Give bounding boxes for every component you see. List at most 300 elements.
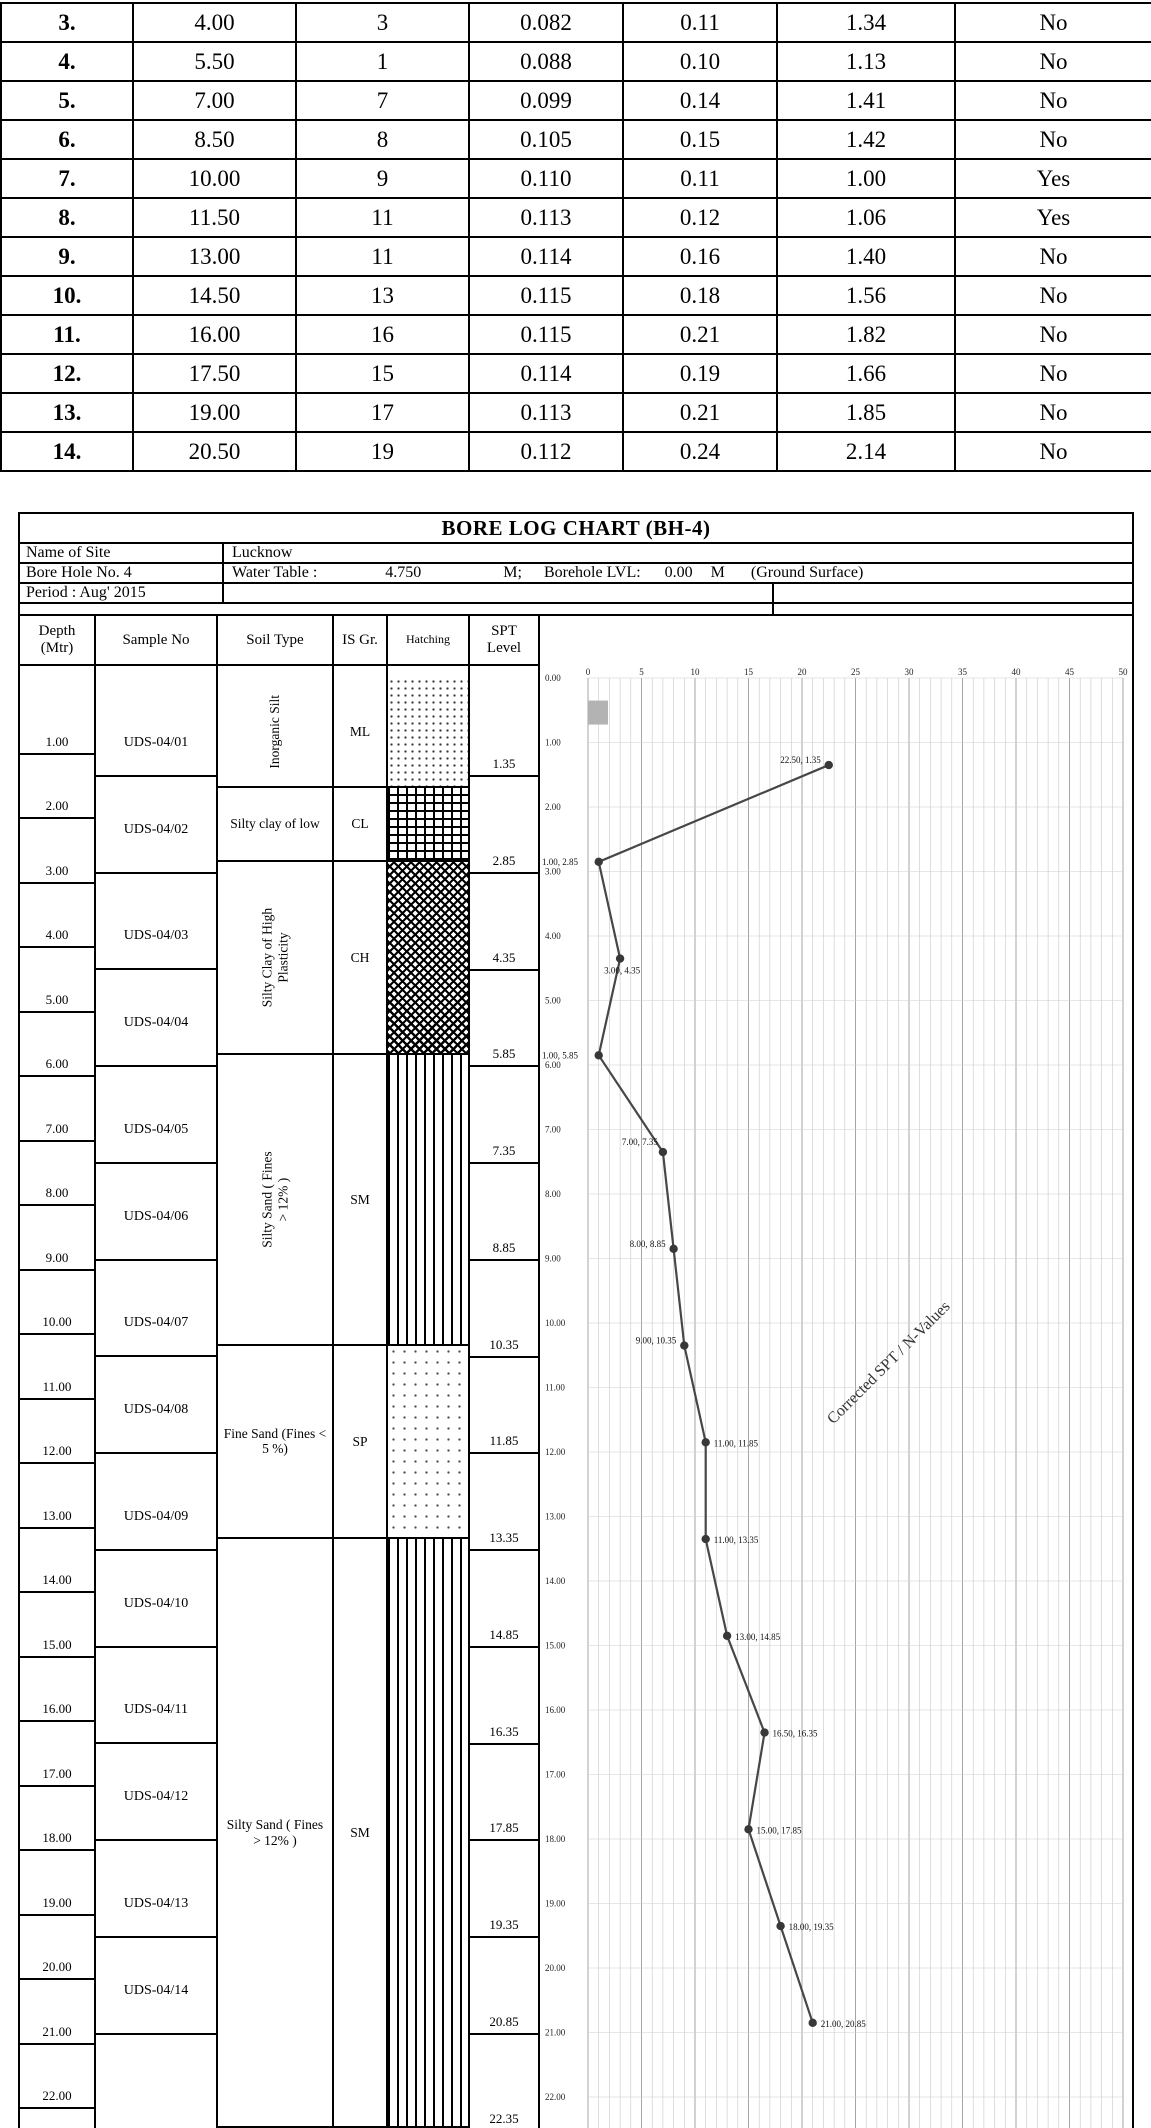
- y-tick-label: 11.00: [545, 1382, 565, 1393]
- table-cell: 0.110: [469, 159, 623, 198]
- depth-tick: [20, 882, 94, 884]
- blank-row: [20, 604, 1132, 616]
- is-group-segment: [334, 1346, 386, 1540]
- y-tick-label: 19.00: [545, 1898, 566, 1909]
- x-tick-label: 25: [851, 667, 860, 677]
- sample-separator: [96, 1936, 216, 1938]
- depth-label: 20.00: [42, 1959, 72, 1974]
- table-cell: 1: [296, 42, 469, 81]
- table-cell: 1.13: [777, 42, 955, 81]
- table-cell: 15: [296, 354, 469, 393]
- table-cell: 1.06: [777, 198, 955, 237]
- dots-dense-hatch-pattern: [388, 678, 468, 788]
- table-cell: No: [955, 393, 1151, 432]
- spt-level-tick: [470, 2033, 538, 2035]
- water-table-value: 4.750: [385, 564, 422, 581]
- sample-label: UDS-04/12: [123, 1789, 189, 1805]
- depth-label: 13.00: [42, 1507, 72, 1523]
- header-hatching: Hatching: [388, 616, 470, 666]
- depth-label: 11.00: [42, 1378, 72, 1394]
- spt-level-tick: [470, 1839, 538, 1841]
- table-cell: 13.: [1, 393, 133, 432]
- spt-level-label: 16.35: [489, 1723, 519, 1739]
- data-point-label: 16.50, 16.35: [772, 1728, 818, 1739]
- depth-label: 5.00: [45, 991, 69, 1007]
- spt-level-label: 7.35: [492, 1143, 516, 1159]
- table-row: [1, 42, 1151, 81]
- table-row: [1, 81, 1151, 120]
- depth-label: 2.00: [45, 798, 69, 813]
- log-body: [20, 666, 1132, 2128]
- data-point-marker: [760, 1728, 768, 1736]
- spt-level-tick: [470, 1452, 538, 1454]
- soil-type-label: Fine Sand (Fines < 5 %): [223, 1425, 327, 1457]
- y-tick-label: 4.00: [545, 931, 561, 941]
- table-cell: 0.14: [623, 81, 777, 120]
- table-cell: 13: [296, 276, 469, 315]
- table-cell: 5.: [1, 81, 133, 120]
- divider-line: [772, 584, 774, 602]
- spt-level-tick: [470, 872, 538, 874]
- y-tick-label: 22.00: [545, 2092, 566, 2102]
- sample-separator: [96, 1742, 216, 1744]
- is-group-label: CL: [351, 815, 369, 831]
- spt-results-table-body: [1, 3, 1151, 471]
- table-cell: 11.: [1, 315, 133, 354]
- sample-label: UDS-04/07: [123, 1315, 189, 1330]
- depth-label: 10.00: [42, 1314, 72, 1329]
- data-point-label: 8.00, 8.85: [629, 1238, 666, 1249]
- sample-label: UDS-04/14: [123, 1982, 189, 1998]
- depth-label: 12.00: [42, 1443, 72, 1458]
- y-tick-label: 12.00: [545, 1447, 566, 1457]
- table-cell: 1.41: [777, 81, 955, 120]
- table-cell: 14.: [1, 432, 133, 471]
- period-label: Period : Aug' 2015: [20, 584, 224, 602]
- soil-column: [218, 666, 334, 2128]
- spt-level-label: 22.35: [489, 2110, 519, 2126]
- table-row: [1, 120, 1151, 159]
- table-cell: 0.12: [623, 198, 777, 237]
- depth-tick: [20, 1140, 94, 1142]
- table-cell: 3: [296, 3, 469, 42]
- table-cell: No: [955, 3, 1151, 42]
- table-cell: 0.10: [623, 42, 777, 81]
- table-cell: 19: [296, 432, 469, 471]
- borehole-lvl-unit: M: [710, 564, 725, 581]
- borehole-lvl-value: 0.00: [664, 564, 693, 581]
- table-cell: 1.40: [777, 237, 955, 276]
- table-cell: 16: [296, 315, 469, 354]
- soil-type-label: Silty Clay of High Plasticity: [259, 907, 290, 1008]
- isgr-column: [334, 666, 388, 2128]
- spt-level-tick: [470, 1743, 538, 1745]
- data-point-marker: [723, 1632, 731, 1640]
- data-point-label: 11.00, 11.85: [713, 1438, 759, 1449]
- hatch-column: [388, 666, 470, 2128]
- is-group-segment: [334, 1539, 386, 2128]
- sample-separator: [96, 775, 216, 777]
- spt-level-tick: [470, 1162, 538, 1164]
- is-group-label: SP: [352, 1433, 368, 1449]
- borehole-number-label: Bore Hole No. 4: [20, 564, 224, 582]
- table-cell: 3.: [1, 3, 133, 42]
- depth-tick: [20, 1978, 94, 1980]
- table-cell: 13.00: [133, 237, 296, 276]
- table-cell: 10.: [1, 276, 133, 315]
- table-cell: 2.14: [777, 432, 955, 471]
- header-spt: SPT Level: [470, 616, 540, 666]
- is-group-segment: [334, 678, 386, 788]
- table-cell: 8.50: [133, 120, 296, 159]
- table-cell: 9: [296, 159, 469, 198]
- spt-column: [470, 666, 540, 2128]
- data-point-label: 13.00, 14.85: [735, 1631, 781, 1642]
- data-point-label: 3.00, 4.35: [604, 965, 641, 976]
- spt-level-label: 13.35: [489, 1530, 519, 1546]
- water-table-label: Water Table :: [232, 564, 318, 581]
- sample-separator: [96, 1452, 216, 1454]
- x-tick-label: 15: [744, 667, 753, 677]
- table-cell: 1.85: [777, 393, 955, 432]
- sample-column: [96, 666, 218, 2128]
- data-point-marker: [702, 1535, 710, 1543]
- spt-level-tick: [470, 1646, 538, 1648]
- table-cell: 1.34: [777, 3, 955, 42]
- sample-separator: [96, 1549, 216, 1551]
- is-group-segment: [334, 788, 386, 862]
- depth-label: 15.00: [42, 1636, 72, 1652]
- depth-label: 18.00: [42, 1830, 72, 1845]
- table-cell: 0.099: [469, 81, 623, 120]
- depth-label: 4.00: [45, 927, 69, 942]
- depth-tick: [20, 1075, 94, 1077]
- table-cell: 0.082: [469, 3, 623, 42]
- depth-tick: [20, 1527, 94, 1529]
- spt-level-tick: [470, 969, 538, 971]
- depth-tick: [20, 1269, 94, 1271]
- dots-sparse-hatch-pattern: [388, 1346, 468, 1540]
- header-soil: Soil Type: [218, 616, 334, 666]
- sample-separator: [96, 1065, 216, 1067]
- data-point-marker: [680, 1341, 688, 1349]
- soil-type-label: Inorganic Silt: [267, 695, 283, 769]
- depth-label: 14.00: [42, 1572, 72, 1587]
- log-header: [20, 616, 1132, 666]
- table-cell: 0.113: [469, 393, 623, 432]
- depth-tick: [20, 1462, 94, 1464]
- vlines-hatch-pattern: [388, 1055, 468, 1345]
- data-point-label: 18.00, 19.35: [788, 1922, 834, 1933]
- y-tick-label: 20.00: [545, 1963, 566, 1973]
- depth-label: 22.00: [42, 2088, 72, 2103]
- sample-label: UDS-04/06: [123, 1208, 189, 1224]
- soil-type-label: Silty Sand ( Fines > 12% ): [226, 1817, 324, 1848]
- table-row: [1, 198, 1151, 237]
- data-point-marker: [595, 858, 603, 866]
- soil-type-segment: [218, 1346, 332, 1540]
- sample-label: UDS-04/10: [123, 1595, 189, 1611]
- depth-tick: [20, 1011, 94, 1013]
- y-tick-label: 17.00: [545, 1769, 566, 1780]
- table-cell: No: [955, 276, 1151, 315]
- table-cell: No: [955, 120, 1151, 159]
- table-row: [1, 276, 1151, 315]
- spt-level-tick: [470, 1065, 538, 1067]
- table-cell: 11.50: [133, 198, 296, 237]
- depth-tick: [20, 2043, 94, 2045]
- depth-label: 19.00: [42, 1894, 72, 1910]
- data-point-marker: [616, 954, 624, 962]
- depth-tick: [20, 1914, 94, 1916]
- table-cell: 19.00: [133, 393, 296, 432]
- table-cell: 1.66: [777, 354, 955, 393]
- soil-type-segment: [218, 1055, 332, 1345]
- table-cell: 17.50: [133, 354, 296, 393]
- x-tick-label: 10: [690, 667, 700, 677]
- is-group-segment: [334, 1055, 386, 1345]
- table-cell: 0.19: [623, 354, 777, 393]
- table-cell: No: [955, 432, 1151, 471]
- table-cell: 0.114: [469, 354, 623, 393]
- table-cell: 1.42: [777, 120, 955, 159]
- y-tick-label: 2.00: [545, 802, 561, 812]
- table-cell: 0.105: [469, 120, 623, 159]
- spt-level-tick: [470, 1356, 538, 1358]
- depth-label: 7.00: [45, 1120, 69, 1136]
- table-cell: 12.: [1, 354, 133, 393]
- sample-label: UDS-04/09: [123, 1508, 189, 1524]
- table-cell: 4.: [1, 42, 133, 81]
- depth-label: 3.00: [45, 862, 69, 878]
- depth-label: 1.00: [45, 733, 69, 749]
- site-name-value: Lucknow: [232, 544, 293, 561]
- table-cell: 0.11: [623, 3, 777, 42]
- x-tick-label: 40: [1011, 667, 1021, 677]
- data-point-marker: [669, 1245, 677, 1253]
- data-point-label: 22.50, 1.35: [780, 755, 821, 766]
- spt-chart-svg: [540, 666, 1132, 2128]
- table-cell: 8: [296, 120, 469, 159]
- y-tick-label: 13.00: [545, 1511, 566, 1522]
- spt-level-tick: [470, 1936, 538, 1938]
- spt-level-label: 11.85: [489, 1433, 519, 1449]
- sample-label: UDS-04/08: [123, 1402, 189, 1418]
- table-cell: 4.00: [133, 3, 296, 42]
- table-row: [1, 237, 1151, 276]
- sample-label: UDS-04/04: [123, 1015, 189, 1031]
- spt-level-label: 1.35: [492, 756, 516, 772]
- sample-label: UDS-04/05: [123, 1121, 189, 1137]
- table-row: [1, 393, 1151, 432]
- table-cell: 0.114: [469, 237, 623, 276]
- table-cell: 0.088: [469, 42, 623, 81]
- data-point-marker: [659, 1148, 667, 1156]
- is-group-label: SM: [350, 1191, 370, 1207]
- data-point-label: 1.00, 5.85: [542, 1050, 578, 1061]
- table-cell: 0.15: [623, 120, 777, 159]
- depth-tick: [20, 1849, 94, 1851]
- header-depth: Depth (Mtr): [20, 616, 96, 666]
- spt-level-label: 5.85: [492, 1046, 516, 1062]
- sample-separator: [96, 1259, 216, 1261]
- y-tick-label: 3.00: [545, 866, 561, 877]
- x-tick-label: 30: [904, 667, 914, 677]
- table-row: [1, 315, 1151, 354]
- depth-tick: [20, 2107, 94, 2109]
- is-group-label: CH: [350, 949, 370, 965]
- sample-separator: [96, 2033, 216, 2035]
- sample-separator: [96, 1646, 216, 1648]
- depth-tick: [20, 1333, 94, 1335]
- y-tick-label: 15.00: [545, 1640, 566, 1651]
- table-cell: 6.: [1, 120, 133, 159]
- vlines-hatch-pattern: [388, 1539, 468, 2128]
- table-cell: 0.115: [469, 315, 623, 354]
- table-cell: 17: [296, 393, 469, 432]
- data-point-label: 9.00, 10.35: [635, 1335, 677, 1346]
- table-cell: Yes: [955, 198, 1151, 237]
- spt-level-label: 19.35: [489, 1917, 519, 1933]
- spt-level-tick: [470, 1549, 538, 1551]
- x-tick-label: 20: [797, 667, 807, 677]
- depth-tick: [20, 1591, 94, 1593]
- table-cell: 11: [296, 237, 469, 276]
- table-cell: No: [955, 354, 1151, 393]
- table-cell: 0.113: [469, 198, 623, 237]
- gray-marker-box: [588, 701, 608, 725]
- table-cell: 1.56: [777, 276, 955, 315]
- y-tick-label: 14.00: [545, 1576, 566, 1586]
- sample-separator: [96, 1355, 216, 1357]
- table-cell: No: [955, 237, 1151, 276]
- table-row: [1, 354, 1151, 393]
- table-row: [1, 3, 1151, 42]
- spt-level-label: 14.85: [489, 1626, 519, 1642]
- period-rest: [224, 584, 1132, 602]
- spt-level-label: 8.85: [492, 1239, 516, 1255]
- borehole-info-row: [20, 564, 1132, 584]
- table-cell: 0.16: [623, 237, 777, 276]
- soil-type-segment: [218, 678, 332, 788]
- sample-label: UDS-04/01: [123, 734, 189, 750]
- y-tick-label: 5.00: [545, 995, 561, 1006]
- x-tick-label: 45: [1065, 667, 1074, 677]
- sample-label: UDS-04/03: [123, 928, 189, 943]
- site-info-row: [20, 544, 1132, 564]
- crosshatch-hatch-pattern: [388, 862, 468, 1056]
- data-point-label: 21.00, 20.85: [820, 2018, 866, 2029]
- is-group-label: SM: [350, 1824, 370, 1840]
- x-tick-label: 35: [958, 667, 967, 677]
- depth-label: 17.00: [42, 1765, 72, 1781]
- table-cell: 5.50: [133, 42, 296, 81]
- table-cell: 1.82: [777, 315, 955, 354]
- y-tick-label: 1.00: [545, 737, 561, 748]
- y-tick-label: 7.00: [545, 1124, 561, 1135]
- sample-label: UDS-04/13: [123, 1895, 189, 1911]
- grid-hatch-pattern: [388, 788, 468, 862]
- data-point-marker: [744, 1825, 752, 1833]
- table-cell: 0.21: [623, 315, 777, 354]
- table-cell: 7.: [1, 159, 133, 198]
- header-isgr: IS Gr.: [334, 616, 388, 666]
- table-cell: No: [955, 42, 1151, 81]
- data-point-label: 15.00, 17.85: [756, 1825, 802, 1836]
- table-cell: 8.: [1, 198, 133, 237]
- data-point-marker: [595, 1051, 603, 1059]
- is-group-segment: [334, 862, 386, 1056]
- data-point-label: 11.00, 13.35: [713, 1535, 759, 1546]
- depth-column: [20, 666, 96, 2128]
- sample-separator: [96, 1162, 216, 1164]
- table-cell: 9.: [1, 237, 133, 276]
- y-tick-label: 21.00: [545, 2027, 566, 2038]
- water-table-unit: M;: [503, 564, 522, 581]
- table-cell: 0.18: [623, 276, 777, 315]
- table-cell: No: [955, 315, 1151, 354]
- spt-results-table: [0, 2, 1151, 472]
- y-tick-label: 9.00: [545, 1253, 561, 1264]
- table-cell: 7: [296, 81, 469, 120]
- spt-level-label: 4.35: [492, 949, 516, 965]
- x-tick-label: 5: [639, 667, 644, 677]
- data-point-marker: [825, 761, 833, 769]
- bore-log-section: [18, 512, 1134, 2128]
- site-name-label: Name of Site: [20, 544, 224, 562]
- depth-tick: [20, 1785, 94, 1787]
- table-cell: 11: [296, 198, 469, 237]
- table-cell: 20.50: [133, 432, 296, 471]
- water-table-info: [224, 564, 1132, 582]
- sample-label: UDS-04/02: [123, 821, 189, 837]
- depth-tick: [20, 1720, 94, 1722]
- spt-level-label: 2.85: [492, 852, 516, 868]
- y-tick-label: 8.00: [545, 1189, 561, 1199]
- is-group-label: ML: [349, 724, 371, 740]
- spt-level-label: 17.85: [489, 1820, 519, 1836]
- table-row: [1, 159, 1151, 198]
- depth-label: 9.00: [45, 1249, 69, 1265]
- table-cell: Yes: [955, 159, 1151, 198]
- spt-level-label: 10.35: [489, 1336, 519, 1352]
- table-cell: 0.112: [469, 432, 623, 471]
- divider-line: [772, 604, 774, 614]
- sample-label: UDS-04/11: [123, 1702, 189, 1717]
- table-cell: 0.24: [623, 432, 777, 471]
- data-point-marker: [702, 1438, 710, 1446]
- y-tick-label: 18.00: [545, 1834, 566, 1844]
- period-info-row: [20, 584, 1132, 604]
- header-sample: Sample No: [96, 616, 218, 666]
- depth-tick: [20, 753, 94, 755]
- depth-tick: [20, 1656, 94, 1658]
- sample-separator: [96, 968, 216, 970]
- y-tick-label: 16.00: [545, 1705, 566, 1715]
- spt-level-tick: [470, 775, 538, 777]
- depth-tick: [20, 1398, 94, 1400]
- bore-log-title: BORE LOG CHART (BH-4): [20, 514, 1132, 544]
- table-cell: 0.115: [469, 276, 623, 315]
- table-cell: 1.00: [777, 159, 955, 198]
- y-tick-label: 0.00: [545, 673, 561, 683]
- spt-level-label: 20.85: [489, 2013, 519, 2029]
- ground-surface-note: (Ground Surface): [750, 564, 864, 581]
- x-tick-label: 0: [585, 667, 591, 677]
- table-cell: 14.50: [133, 276, 296, 315]
- soil-type-segment: [218, 862, 332, 1056]
- y-tick-label: 6.00: [545, 1060, 561, 1070]
